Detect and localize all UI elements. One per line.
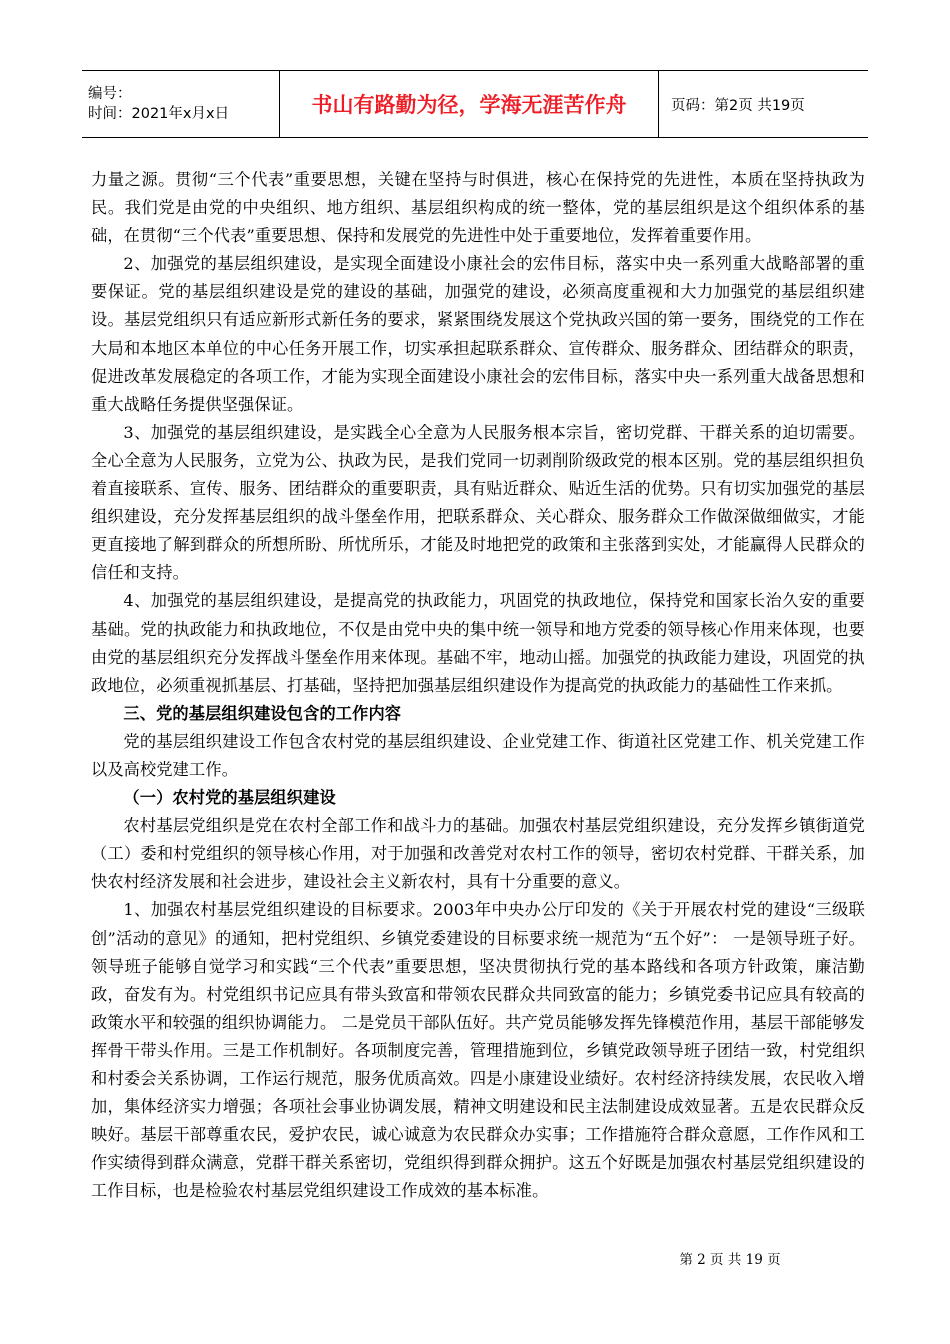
subsection-heading: （一）农村党的基层组织建设 (123, 788, 336, 808)
document-body (91, 166, 865, 1205)
document-number-label: 编号： (88, 86, 132, 102)
section-heading: 三、党的基层组织建设包含的工作内容 (123, 703, 402, 723)
paragraph: 农村基层党组织是党在农村全部工作和战斗力的基础。加强农村基层党组织建设，充分发挥乡镇街道党（工）委和村党组织的领导核心作用，对于加强和改善党对农村工作的领导，密切农村党群、干群关系，加快农村经济发展和社会进步，建设社会主义新农村，具有十分重要的意义。 (91, 816, 865, 892)
paragraph: 1、加强农村基层党组织建设的目标要求。2003年中央办公厅印发的《关于开展农村党的建设“三级联创”活动的意见》的通知，把村党组织、乡镇党委建设的目标要求统一规范为“五个好”： 一是领导班子好。领导班子能够自觉学习和实践“三个代表”重要思想，坚决贯彻执行党的基本路线和各项方针政策，廉洁勤政，奋发有为。村党组织书记应具有带头致富和带领农民群众共同致富的能力；乡镇党委书记应具有较高的政策水平和较强的组织协调能力。 二是党员干部队伍好。共产党员能够发挥先锋模范作用，基层干部能够发挥骨干带头作用。三是工作机制好。各项制度完善，管理措施到位，乡镇党政领导班子团结一致，村党组织和村委会关系协调，工作运行规范，服务优质高效。四是小康建设业绩好。农村经济持续发展，农民收入增加，集体经济实力增强；各项社会事业协调发展，精神文明建设和民主法制建设成效显著。五是农民群众反映好。基层干部尊重农民，爱护农民，诚心诚意为农民群众办实事；工作措施符合群众意愿，工作作风和工作实绩得到群众满意，党群干群关系密切，党组织得到群众拥护。这五个好既是加强农村基层党组织建设的工作目标，也是检验农村基层党组织建设工作成效的基本标准。 (91, 900, 865, 1201)
paragraph: 3、加强党的基层组织建设，是实践全心全意为人民服务根本宗旨，密切党群、干群关系的迫切需要。全心全意为人民服务，立党为公、执政为民，是我们党同一切剥削阶级政党的根本区别。党的基层组织担负着直接联系、宣传、服务、团结群众的重要职责，具有贴近群众、贴近生活的优势。只有切实加强党的基层组织建设，充分发挥基层组织的战斗堡垒作用，把联系群众、关心群众、服务群众工作做深做细做实，才能更直接地了解到群众的所想所盼、所忧所乐，才能及时地把党的政策和主张落到实处，才能赢得人民群众的信任和支持。 (91, 422, 865, 583)
paragraph: 2、加强党的基层组织建设，是实现全面建设小康社会的宏伟目标，落实中央一系列重大战略部署的重要保证。党的基层组织建设是党的建设的基础，加强党的建设，必须高度重视和大力加强党的基层组织建设。基层党组织只有适应新形式新任务的要求，紧紧围绕发展这个党执政兴国的第一要务，围绕党的工作在大局和本地区本单位的中心任务开展工作，切实承担起联系群众、宣传群众、服务群众、团结群众的职责，促进改革发展稳定的各项工作，才能为实现全面建设小康社会的宏伟目标，落实中央一系列重大战备思想和重大战略任务提供坚强保证。 (91, 254, 865, 414)
page-header (82, 70, 868, 138)
header-page-code: 页码：第2页 共19页 (671, 97, 805, 114)
header-motto: 书山有路勤为径，学海无涯苦作舟 (280, 71, 659, 137)
paragraph: 4、加强党的基层组织建设，是提高党的执政能力，巩固党的执政地位，保持党和国家长治久安的重要基础。党的执政能力和执政地位，不仅是由党中央的集中统一领导和地方党委的领导核心作用来体现，也要由党的基层组织充分发挥战斗堡垒作用来体现。基础不牢，地动山摇。加强党的执政能力建设，巩固党的执政地位，必须重视抓基层、打基础，坚持把加强基层组织建设作为提高党的执政能力的基础性工作来抓。 (91, 591, 865, 695)
document-date: 时间：2021年x月x日 (88, 106, 230, 122)
paragraph: 党的基层组织建设工作包含农村党的基层组织建设、企业党建工作、街道社区党建工作、机关党建工作以及高校党建工作。 (91, 731, 865, 779)
paragraph: 力量之源。贯彻“三个代表”重要思想，关键在坚持与时俱进，核心在保持党的先进性，本质在坚持执政为民。我们党是由党的中央组织、地方组织、基层组织构成的统一整体，党的基层组织是这个组织体系的基础，在贯彻“三个代表”重要思想、保持和发展党的先进性中处于重要地位，发挥着重要作用。 (91, 170, 865, 246)
header-meta (82, 71, 280, 137)
page-footer: 第 2 页 共 19 页 (679, 1252, 781, 1268)
